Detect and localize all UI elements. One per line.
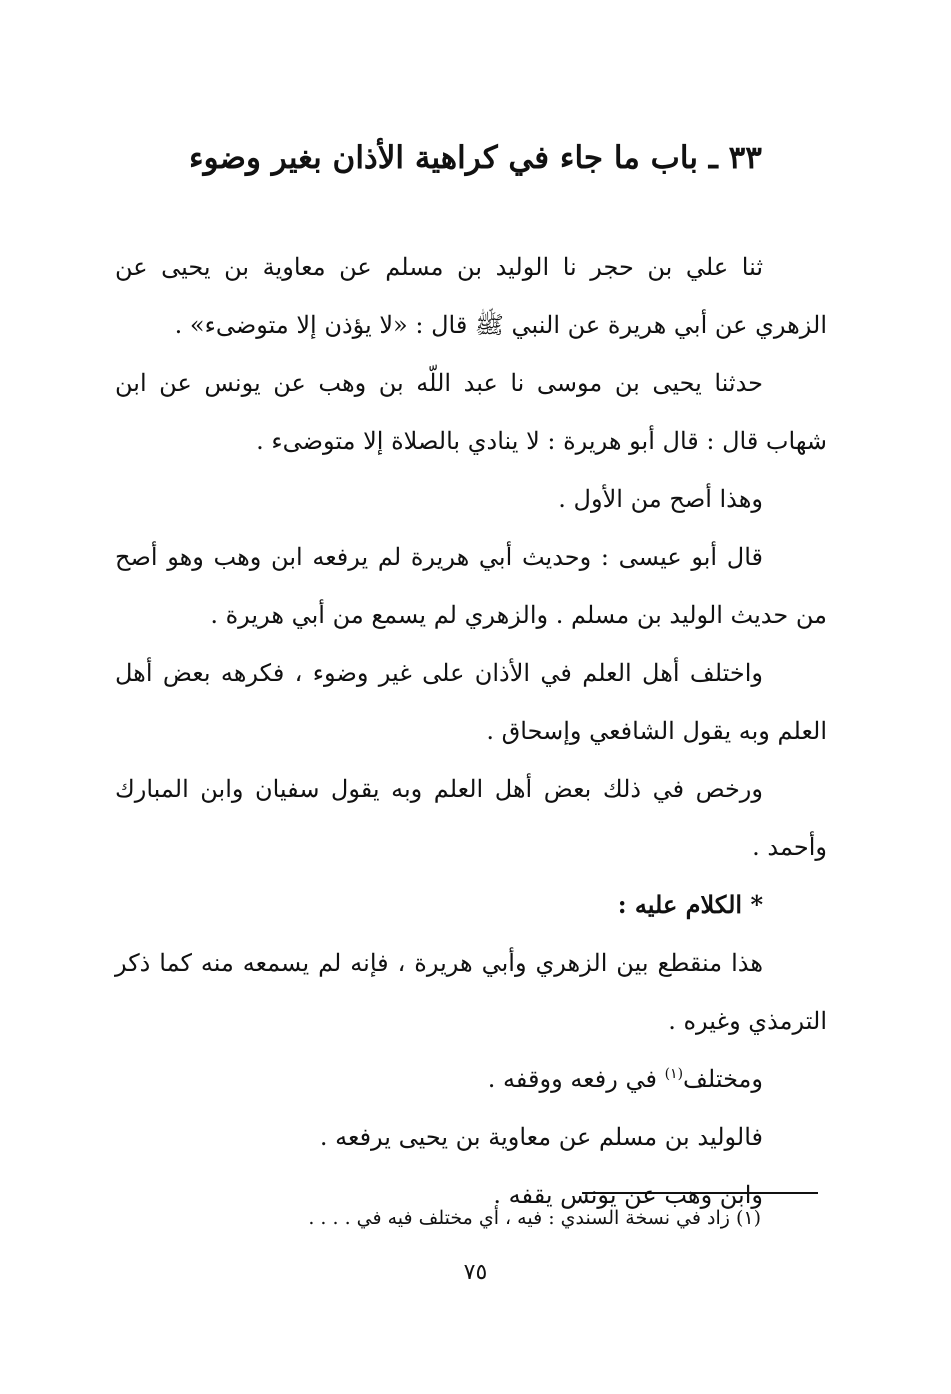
commentary-paragraph-4: وابن وهب عن يونس يقفه .: [493, 1181, 763, 1209]
page-body: [115, 238, 827, 1224]
footnote-divider: [582, 1192, 818, 1194]
hadith-paragraph-1: ثنا علي بن حجر نا الوليد بن مسلم عن معاوية بن يحيى عن الزهري عن أبي هريرة عن النبي ﷺ قال : «لا يؤذن إلا متوضىء» .: [115, 253, 827, 339]
section-subheading: [115, 876, 827, 934]
footnote-reference: (١): [664, 1066, 684, 1082]
star-marker: *: [750, 890, 763, 919]
allowance-paragraph: ورخص في ذلك بعض أهل العلم وبه يقول سفيان وابن المبارك وأحمد .: [115, 775, 827, 861]
page-number: ٧٥: [463, 1260, 488, 1285]
section-title: الكلام عليه :: [617, 890, 743, 919]
commentary-paragraph-3: فالوليد بن مسلم عن معاوية بن يحيى يرفعه .: [319, 1123, 763, 1151]
commentary-paragraph-2: [115, 1050, 827, 1108]
commentary-text-rest: في رفعه ووقفه .: [487, 1065, 665, 1093]
note-paragraph: وهذا أصح من الأول .: [558, 485, 763, 513]
chapter-heading: ٣٣ ـ باب ما جاء في كراهية الأذان بغير وضوء: [189, 140, 762, 176]
commentary-paragraph-1: هذا منقطع بين الزهري وأبي هريرة ، فإنه لم يسمعه منه كما ذكر الترمذي وغيره .: [115, 949, 827, 1035]
abu-isa-paragraph: قال أبو عيسى : وحديث أبي هريرة لم يرفعه ابن وهب وهو أصح من حديث الوليد بن مسلم . والزهري لم يسمع من أبي هريرة .: [115, 543, 827, 629]
commentary-text: ومختلف: [683, 1065, 763, 1093]
hadith-paragraph-2: حدثنا يحيى بن موسى نا عبد اللّه بن وهب عن يونس عن ابن شهاب قال : قال أبو هريرة : لا ينادي بالصلاة إلا متوضىء .: [115, 369, 827, 455]
footnote: (١) زاد في نسخة السندي : فيه ، أي مختلف فيه في . . . .: [308, 1207, 761, 1229]
disagreement-paragraph: واختلف أهل العلم في الأذان على غير وضوء ، فكرهه بعض أهل العلم وبه يقول الشافعي وإسحاق .: [115, 659, 827, 745]
